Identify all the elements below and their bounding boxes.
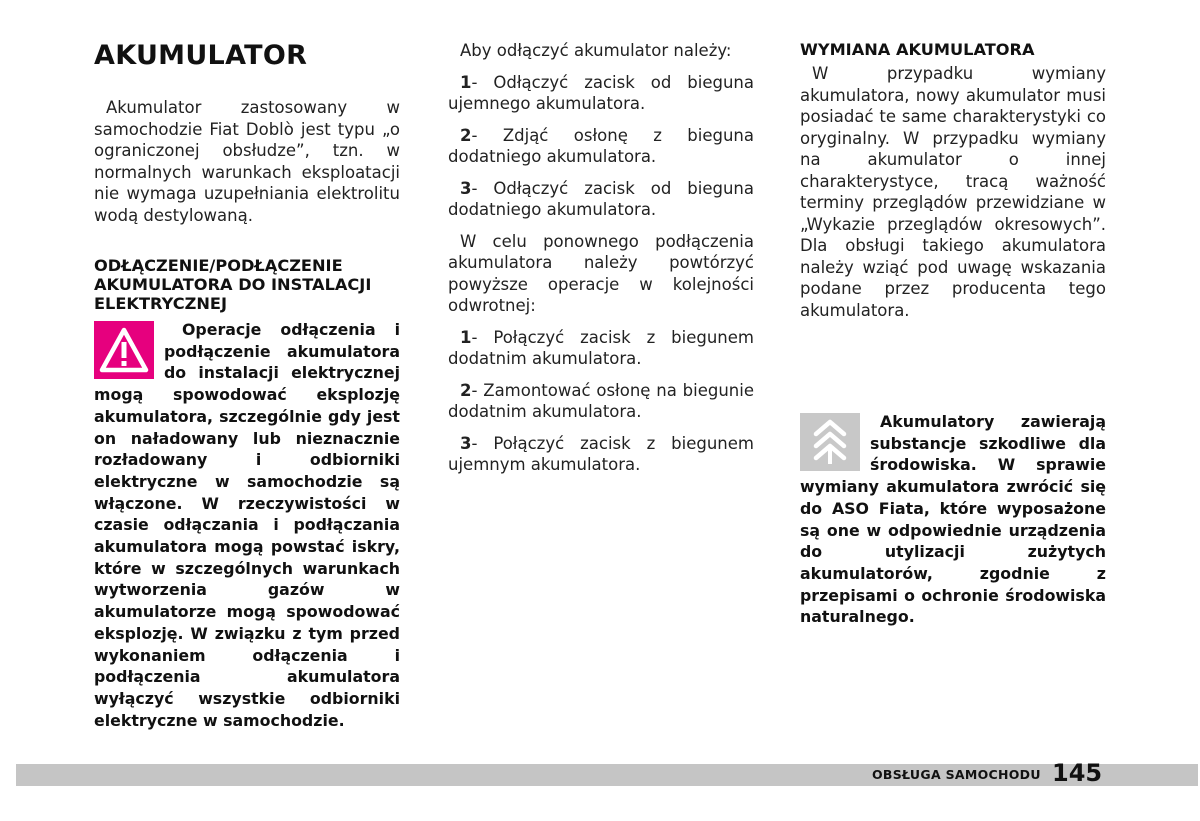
eco-note-text: Akumulatory zawierają substancje szkodliwe dla środowiska. W sprawie wymiany akumulatora zwrócić się do ASO Fiata, które wyposażone są one w odpowiednie urządzenia do utylizacji zużytych akumulatorów, zgodnie z przepisami o ochronie środowiska naturalnego.	[800, 412, 1106, 627]
list-item: 1- Odłączyć zacisk od bieguna ujemnego akumulatora.	[448, 72, 754, 113]
intro-paragraph: Akumulator zastosowany w samochodzie Fiat Doblò jest typu „o ograniczonej obsłudze”, tzn. w normalnych warunkach eksploatacji nie wymaga uzupełniania elektrolitu wodą destylowaną.	[94, 98, 400, 225]
column-middle	[448, 40, 754, 486]
warning-text: Operacje odłączenia i podłączenie akumulatora do instalacji elektrycznej mogą spowodować eksplozję akumulatora, szczególnie gdy jest on naładowany lub nieznacznie rozładowany i odbiorniki elektryczne w samochodzie są włączone. W rzeczywistości w czasie odłączania i podłączania akumulatora mogą powstać iskry, które w szczególnych warunkach wytworzenia gazów w akumulatorze mogą spowodować eksplozję. W związku z tym przed wykonaniem odłączenia i podłączenia akumulatora wyłączyć wszystkie odbiorniki elektryczne w samochodzie.	[94, 320, 400, 730]
page-number: 145	[1052, 759, 1103, 787]
reconnect-steps	[448, 327, 754, 476]
recycle-tree-icon	[800, 413, 860, 471]
list-item: 3- Połączyć zacisk z biegunem ujemnym akumulatora.	[448, 433, 754, 474]
section-heading-disconnect: ODŁĄCZENIE/PODŁĄCZENIE AKUMULATORA DO INSTALACJI ELEKTRYCZNEJ	[94, 256, 372, 313]
page-title: AKUMULATOR	[94, 40, 308, 71]
reconnect-intro: W celu ponownego podłączenia akumulatora należy powtórzyć powyższe operacje w kolejności odwrotnej:	[448, 231, 754, 315]
warning-triangle-icon	[94, 321, 154, 379]
list-item: 2- Zamontować osłonę na biegunie dodatnim akumulatora.	[448, 380, 754, 421]
section-heading-replacement: WYMIANA AKUMULATORA	[800, 40, 1035, 59]
replacement-paragraph: W przypadku wymiany akumulatora, nowy akumulator musi posiadać te same charakterystyki co oryginalny. W przypadku wymiany na akumulator o innej charakterystyce, tracą ważność terminy przeglądów przewidziane w „Wykazie przeglądów okresowych”. Dla obsługi takiego akumulatora należy wziąć pod uwagę wskazania podane przez producenta tego akumulatora.	[800, 64, 1106, 320]
list-item: 1- Połączyć zacisk z biegunem dodatnim akumulatora.	[448, 327, 754, 368]
column-right	[800, 40, 1106, 628]
column-left	[94, 40, 400, 731]
disconnect-intro: Aby odłączyć akumulator należy:	[460, 41, 732, 60]
warning-box	[94, 319, 400, 731]
list-item: 3- Odłączyć zacisk od bieguna dodatniego akumulatora.	[448, 178, 754, 219]
eco-note-box	[800, 411, 1106, 628]
list-item: 2- Zdjąć osłonę z bieguna dodatniego akumulatora.	[448, 125, 754, 166]
disconnect-steps	[448, 72, 754, 221]
footer-section-label: OBSŁUGA SAMOCHODU	[872, 767, 1041, 782]
